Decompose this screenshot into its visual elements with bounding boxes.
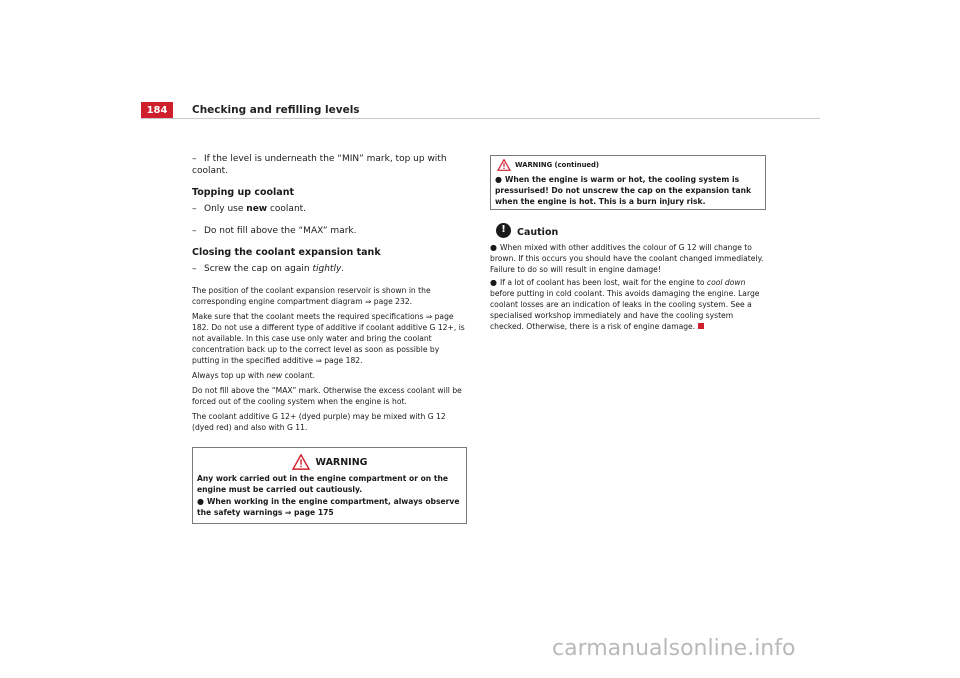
para-text: Always top up with xyxy=(192,371,267,380)
page-title: Checking and refilling levels xyxy=(192,104,360,116)
header-rule xyxy=(141,118,820,119)
caution-italic-text: cool down xyxy=(706,278,746,287)
heading-closing-tank: Closing the coolant expansion tank xyxy=(192,247,381,258)
heading-topping-up: Topping up coolant xyxy=(192,187,294,198)
warning-continued-body: When the engine is warm or hot, the cooling system is pressurised! Do not unscrew the cap on the expansion tank when the engine is hot. This is a burn injury risk. xyxy=(495,175,752,206)
step-screw-cap xyxy=(192,263,467,275)
caution-text: When mixed with other additives the colour of G 12 will change to brown. If this occurs you should have the coolant changed immediately. Failure to do so will result in engine damage! xyxy=(490,243,764,274)
step-text: coolant. xyxy=(267,204,307,214)
warning-box xyxy=(192,447,467,524)
caution-body xyxy=(490,242,766,332)
section-end-square-icon xyxy=(698,323,704,329)
caution-title-row xyxy=(490,220,766,240)
para-reservoir-position: The position of the coolant expansion reservoir is shown in the corresponding engine compartment diagram ⇒ page 232. xyxy=(192,286,431,306)
warning-continued-box xyxy=(490,155,766,210)
dash-glyph: – xyxy=(192,204,197,214)
para-text: coolant. xyxy=(282,371,316,380)
dash-glyph: – xyxy=(192,154,197,164)
dash-glyph: – xyxy=(192,264,197,274)
page-number: 184 xyxy=(141,102,173,118)
warning-line: Any work carried out in the engine compartment or on the engine must be carried out cautiously. xyxy=(197,474,449,494)
step-only-new xyxy=(192,203,467,215)
warning-continued-title: WARNING (continued) xyxy=(515,160,600,169)
bullet-icon: ● xyxy=(197,497,204,506)
caution-exclamation-icon: ! xyxy=(496,223,511,238)
bullet-icon: ● xyxy=(490,243,497,252)
warning-continued-title-row xyxy=(497,156,761,174)
warning-triangle-icon xyxy=(292,454,310,470)
page-header xyxy=(0,0,960,120)
dash-glyph: – xyxy=(192,226,197,236)
warning-body xyxy=(193,473,466,518)
step-text: Do not fill above the “MAX” mark. xyxy=(204,226,357,236)
step-text: Screw the cap on again xyxy=(204,264,313,274)
warning-triangle-icon xyxy=(497,159,511,171)
watermark: carmanualsonline.info xyxy=(552,636,796,661)
caution-text: If a lot of coolant has been lost, wait for the engine to xyxy=(500,278,707,287)
para-always-new xyxy=(192,370,467,381)
para-additive-mixing: The coolant additive G 12+ (dyed purple) may be mixed with G 12 (dyed red) and also with G 11. xyxy=(192,412,446,432)
warning-title-row xyxy=(193,451,466,473)
warning-bullet-line xyxy=(197,496,462,518)
step-check-level xyxy=(192,153,467,177)
warning-bullet-text: When working in the engine compartment, always observe the safety warnings ⇒ page 175 xyxy=(197,497,460,517)
step-max-mark xyxy=(192,225,467,237)
step-text: Only use xyxy=(204,204,247,214)
step-italic-text: tightly xyxy=(312,264,342,274)
caution-text: before putting in cold coolant. This avoids damaging the engine. Large coolant losses are an indication of leaks in the cooling system. See a specialised workshop immediately and have the cooling system checked. Otherwise, there is a risk of engine damage. xyxy=(490,289,760,331)
right-column xyxy=(490,155,766,332)
bullet-icon: ● xyxy=(495,175,502,184)
step-bold-text: new xyxy=(246,204,268,214)
caution-item-colour xyxy=(490,242,766,275)
step-text: . xyxy=(341,264,345,274)
para-specifications: Make sure that the coolant meets the required specifications ⇒ page 182. Do not use a different type of additive if coolant additive G 12+, is not available. In this case use only water and bring the coolant concentration back up to the correct level as soon as possible by putting in the specified additive ⇒ page 182. xyxy=(192,312,465,365)
warning-title: WARNING xyxy=(315,456,368,468)
para-italic-text: new xyxy=(266,371,283,380)
caution-title: Caution xyxy=(517,227,559,238)
left-column xyxy=(192,153,467,524)
step-text: If the level is underneath the “MIN” mark, top up with coolant. xyxy=(192,154,447,176)
warning-continued-text xyxy=(495,174,761,207)
bullet-icon: ● xyxy=(490,278,497,287)
para-max-mark: Do not fill above the “MAX” mark. Otherwise the excess coolant will be forced out of the cooling system when the engine is hot. xyxy=(192,386,462,406)
caution-item-coolant-loss xyxy=(490,277,766,332)
